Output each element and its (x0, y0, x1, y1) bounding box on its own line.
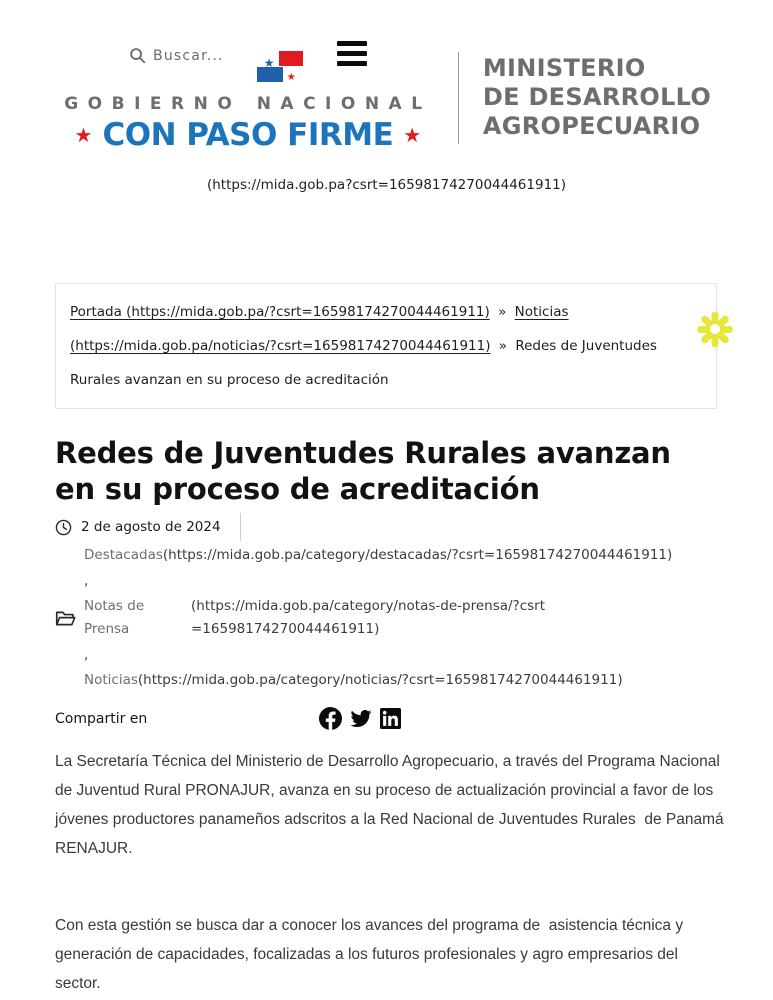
star-icon: ★ (74, 123, 93, 147)
facebook-icon[interactable] (319, 707, 342, 730)
meta-divider (240, 513, 241, 541)
site-logo[interactable] (62, 40, 434, 153)
flag-blue-quarter (257, 67, 283, 82)
category-link-notas-de-prensa[interactable]: Notas de Prensa (84, 598, 145, 637)
star-icon: ★ (403, 123, 422, 147)
breadcrumb-link-portada[interactable]: Portada (https://mida.gob.pa/?csrt=16598174270044461911) (70, 304, 490, 320)
breadcrumb-separator: » (498, 338, 508, 354)
category-link-destacadas[interactable]: Destacadas (84, 547, 163, 563)
date-row (55, 512, 723, 542)
page-title: Redes de Juventudes Rurales avanzan en su proceso de acreditación (55, 436, 671, 506)
breadcrumb-link-noticias[interactable]: Noticias (https://mida.gob.pa/noticias/?csrt=16598174270044461911) (70, 304, 569, 354)
search-button[interactable] (129, 47, 224, 64)
gobierno-nacional-text: GOBIERNO NACIONAL (64, 94, 432, 114)
menu-icon[interactable] (337, 41, 367, 71)
category-separator: , (84, 573, 89, 589)
category-item (84, 669, 714, 692)
flag-red-quarter (279, 51, 303, 66)
breadcrumb-separator: » (498, 304, 507, 320)
header-divider (458, 52, 459, 144)
post-date: 2 de agosto de 2024 (81, 519, 221, 535)
article-paragraph: Con esta gestión se busca dar a conocer los avances del programa de asistencia técnica y generación de capacidades, focalizadas a los futuros profesionales y agro empresarios del sector. (55, 917, 688, 992)
linkedin-icon[interactable] (380, 708, 401, 729)
main-content (0, 283, 773, 998)
breadcrumb (55, 283, 717, 409)
category-url: (https://mida.gob.pa/category/noticias/?csrt=16598174270044461911) (137, 672, 623, 688)
loading-spinner-icon (696, 310, 734, 348)
breadcrumb-current: Redes de Juventudes Rurales avanzan en su proceso de acreditación (70, 338, 657, 388)
clock-icon (55, 519, 72, 536)
article-meta (55, 512, 723, 692)
site-header (0, 0, 773, 153)
ministry-line: AGROPECUARIO (482, 112, 701, 140)
ministry-line: DE DESARROLLO (482, 83, 712, 111)
slogan-text (62, 117, 434, 153)
panama-flag-icon (257, 51, 304, 83)
category-url: (https://mida.gob.pa/category/notas-de-prensa/?csrt=16598174270044461911) (191, 598, 546, 637)
header-toolbar (62, 40, 434, 92)
search-icon (129, 47, 146, 64)
home-url-text[interactable]: (https://mida.gob.pa?csrt=16598174270044461911) (206, 177, 567, 193)
ministry-name (483, 54, 711, 141)
folder-icon (55, 609, 76, 628)
article-paragraph: La Secretaría Técnica del Ministerio de Desarrollo Agropecuario, a través del Programa Nacional de Juventud Rural PRONAJUR, avanza en su proceso de actualización provincial a favor de los jóvenes productores panameños adscritos a la Red Nacional de Juventudes Rurales de Panamá RENAJUR. (55, 753, 728, 857)
category-item (84, 595, 714, 641)
category-url: (https://mida.gob.pa/category/destacadas/?csrt=16598174270044461911) (162, 547, 673, 563)
slogan-label: CON PASO FIRME (102, 117, 394, 153)
category-item (84, 544, 714, 567)
category-separator: , (84, 647, 89, 663)
search-label: Buscar... (153, 47, 224, 64)
category-link-noticias[interactable]: Noticias (84, 672, 138, 688)
ministry-line: MINISTERIO (482, 54, 646, 82)
twitter-icon[interactable] (349, 708, 373, 729)
flag-red-star-icon (287, 67, 296, 83)
categories-row (55, 544, 723, 692)
share-label: Compartir en (55, 710, 148, 727)
share-icons (319, 707, 401, 730)
share-row (55, 707, 723, 730)
category-list (84, 544, 714, 692)
